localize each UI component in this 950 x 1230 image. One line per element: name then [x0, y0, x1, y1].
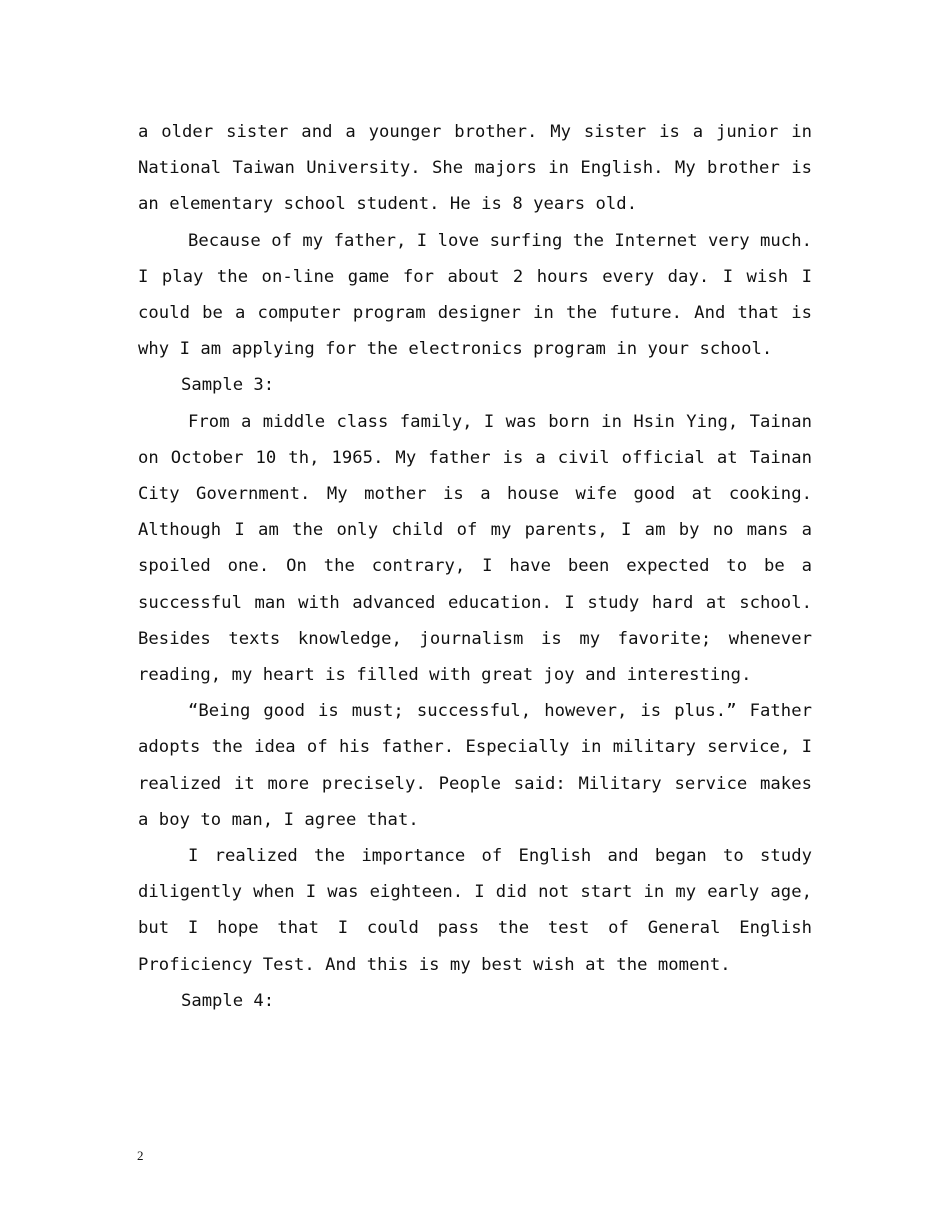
- heading-sample-4: Sample 4:: [181, 990, 275, 1011]
- page-number: 2: [137, 1148, 144, 1163]
- paragraph-family: a older sister and a younger brother. My sister is a junior in National Taiwan University. She majors in English. My brother is an elementary school student. He is 8 years old.: [138, 122, 812, 215]
- heading-sample-3: Sample 3:: [181, 375, 275, 396]
- page-body: [138, 114, 812, 1019]
- paragraph-middle-class: From a middle class family, I was born in Hsin Ying, Tainan on October 10 th, 1965. My father is a civil official at Tainan City Government. My mother is a house wife good at cooking. Although I am the only child of my parents, I am by no mans a spoiled one. On the contrary, I have been expected to be a successful man with advanced education. I study hard at school. Besides texts knowledge, journalism is my favorite; whenever reading, my heart is filled with great joy and interesting.: [138, 411, 812, 686]
- paragraph-english-study: I realized the importance of English and began to study diligently when I was eighteen. I did not start in my early age, but I hope that I could pass the test of General English Proficiency Test. And this is my best wish at the moment.: [138, 846, 812, 975]
- paragraph-internet: Because of my father, I love surfing the Internet very much. I play the on-line game for about 2 hours every day. I wish I could be a computer program designer in the future. And that is why I am applying for the electronics program in your school.: [138, 230, 812, 360]
- paragraph-being-good: “Being good is must; successful, however, is plus.” Father adopts the idea of his father. Especially in military service, I realized it more precisely. People said: Military service makes a boy to man, I agree that.: [138, 701, 812, 830]
